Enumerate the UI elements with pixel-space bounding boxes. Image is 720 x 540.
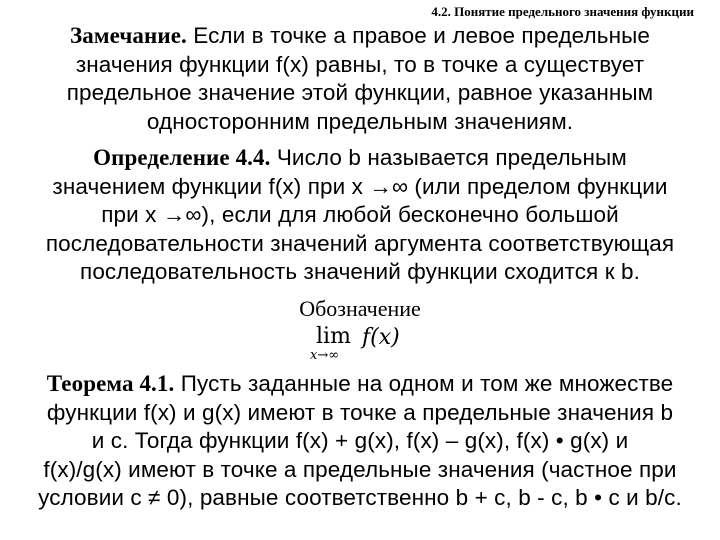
limit-formula bbox=[310, 324, 420, 364]
theorem-label: Теорема 4.1. bbox=[46, 371, 175, 396]
lim-expression: f(x) bbox=[362, 325, 400, 350]
remark-paragraph bbox=[10, 22, 710, 136]
definition-line-5: последовательность значений функции сходится к b. bbox=[80, 259, 640, 284]
theorem-line-1: Теорема 4.1. Пусть заданные на одном и том же множестве bbox=[46, 371, 674, 396]
remark-line-4: односторонним предельным значениям. bbox=[146, 108, 574, 134]
page-header: 4.2. Понятие предельного значения функции bbox=[431, 4, 694, 19]
definition-line-1: Определение 4.4. Число b называется предельным bbox=[93, 145, 627, 170]
definition-line-3: при x →∞), если для любой бесконечно большой bbox=[101, 202, 619, 227]
definition-line-4: последовательности значений аргумента соответствующая bbox=[45, 230, 675, 256]
definition-line-2: значением функции f(x) при x →∞ (или пределом функции bbox=[52, 173, 668, 199]
remark-line-3: предельное значение этой функции, равное указанным bbox=[66, 80, 654, 105]
definition-label: Определение 4.4. bbox=[93, 145, 271, 170]
remark-label: Замечание. bbox=[69, 23, 187, 48]
lim-operator: lim bbox=[316, 324, 351, 349]
notation-title: Обозначение bbox=[299, 296, 421, 321]
theorem-line-2: функции f(x) и g(x) имеют в точке a предельные значения b bbox=[46, 399, 674, 425]
lim-subscript: x→∞ bbox=[310, 348, 340, 363]
remark-line-1: Замечание. Если в точке a правое и левое предельные bbox=[69, 23, 651, 48]
remark-line-2: значения функции f(x) равны, то в точке a существует bbox=[75, 51, 645, 77]
theorem-line-4: f(x)/g(x) имеют в точке a предельные значения (частное при bbox=[43, 456, 677, 482]
definition-paragraph bbox=[10, 144, 710, 287]
theorem-line-5: условии c ≠ 0), равные соответственно b + c, b - c, b • c и b/c. bbox=[38, 485, 682, 510]
theorem-paragraph bbox=[10, 370, 710, 513]
theorem-line-3: и c. Тогда функции f(x) + g(x), f(x) – g(x), f(x) • g(x) и bbox=[91, 428, 629, 453]
